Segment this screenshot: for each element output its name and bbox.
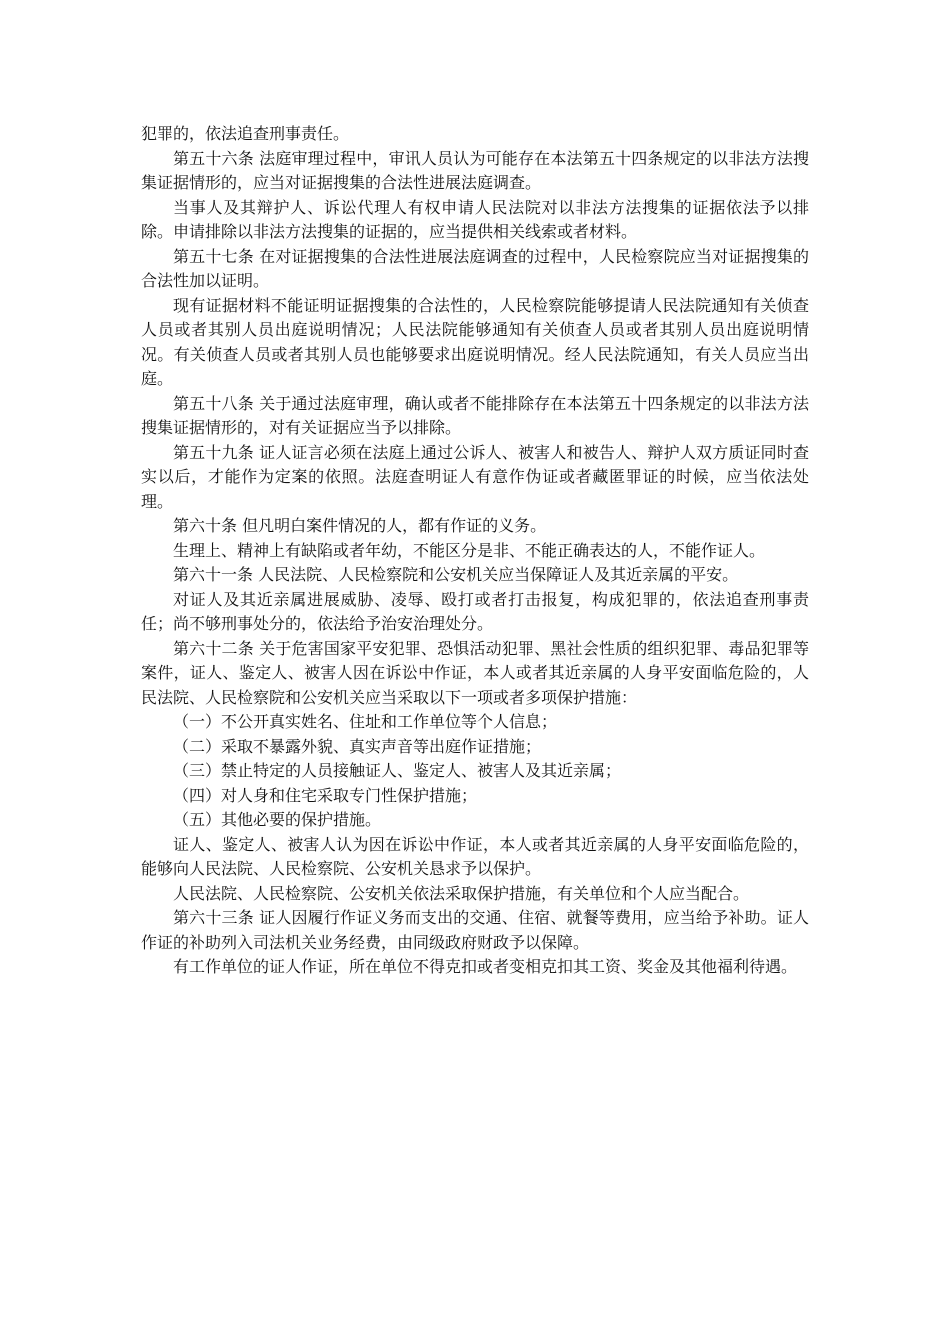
- paragraph: 有工作单位的证人作证，所在单位不得克扣或者变相克扣其工资、奖金及其他福利待遇。: [173, 957, 798, 976]
- paragraph: 证人、鉴定人、被害人认为因在诉讼中作证，本人或者其近亲属的人身平安面临危险的，能够向人民法院、人民检察院、公安机关恳求予以保护。: [141, 834, 809, 878]
- article-61: 第六十一条 人民法院、人民检察院和公安机关应当保障证人及其近亲属的平安。: [173, 565, 739, 584]
- article-56: 第五十六条 法庭审理过程中，审讯人员认为可能存在本法第五十四条规定的以非法方法搜集证据情形的，应当对证据搜集的合法性进展法庭调查。: [141, 148, 809, 192]
- article-57: 第五十七条 在对证据搜集的合法性进展法庭调查的过程中，人民检察院应当对证据搜集的合法性加以证明。: [141, 246, 809, 290]
- paragraph: 犯罪的，依法追查刑事责任。: [141, 124, 350, 143]
- list-item: （四）对人身和住宅采取专门性保护措施；: [173, 785, 478, 805]
- article-62: 第六十二条 关于危害国家平安犯罪、恐惧活动犯罪、黑社会性质的组织犯罪、毒品犯罪等案件，证人、鉴定人、被害人因在诉讼中作证，本人或者其近亲属的人身平安面临危险的，人民法院、人民检察院和公安机关应当采取以下一项或者多项保护措施：: [141, 638, 809, 707]
- list-item: （二）采取不暴露外貌、真实声音等出庭作证措施；: [173, 736, 542, 756]
- paragraph: 当事人及其辩护人、诉讼代理人有权申请人民法院对以非法方法搜集的证据依法予以排除。申请排除以非法方法搜集的证据的，应当提供相关线索或者材料。: [141, 197, 809, 241]
- paragraph: 对证人及其近亲属进展威胁、凌辱、殴打或者打击报复，构成犯罪的，依法追查刑事责任；尚不够刑事处分的，依法给予治安治理处分。: [141, 589, 809, 633]
- paragraph: 生理上、精神上有缺陷或者年幼，不能区分是非、不能正确表达的人，不能作证人。: [173, 540, 766, 560]
- paragraph: 人民法院、人民检察院、公安机关依法采取保护措施，有关单位和个人应当配合。: [173, 883, 750, 903]
- article-58: 第五十八条 关于通过法庭审理，确认或者不能排除存在本法第五十四条规定的以非法方法搜集证据情形的，对有关证据应当予以排除。: [141, 393, 809, 437]
- document-body: [141, 122, 809, 980]
- paragraph: 现有证据材料不能证明证据搜集的合法性的，人民检察院能够提请人民法院通知有关侦查人员或者其别人员出庭说明情况；人民法院能够通知有关侦查人员或者其别人员出庭说明情况。有关侦查人员或者其别人员也能够要求出庭说明情况。经人民法院通知，有关人员应当出庭。: [141, 295, 809, 388]
- article-60: 第六十条 但凡明白案件情况的人，都有作证的义务。: [173, 516, 547, 535]
- list-item: （五）其他必要的保护措施。: [173, 810, 382, 829]
- list-item: （三）禁止特定的人员接触证人、鉴定人、被害人及其近亲属；: [173, 761, 622, 780]
- list-item: （一）不公开真实姓名、住址和工作单位等个人信息；: [173, 712, 558, 731]
- article-63: 第六十三条 证人因履行作证义务而支出的交通、住宿、就餐等费用，应当给予补助。证人作证的补助列入司法机关业务经费，由同级政府财政予以保障。: [141, 908, 809, 952]
- article-59: 第五十九条 证人证言必须在法庭上通过公诉人、被害人和被告人、辩护人双方质证同时查实以后，才能作为定案的依照。法庭查明证人有意作伪证或者藏匿罪证的时候，应当依法处理。: [141, 442, 809, 511]
